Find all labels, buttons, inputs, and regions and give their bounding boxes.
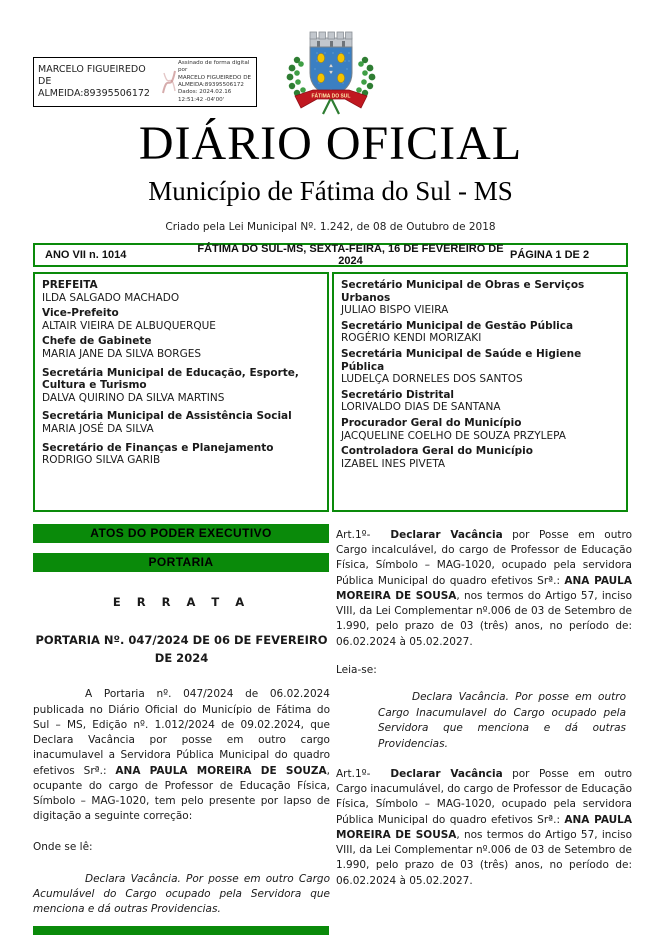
declare-vacancy-bold: Declarar Vacância <box>390 767 503 780</box>
official-role: Chefe de Gabinete <box>42 335 152 348</box>
text-segment: por Posse em outro Cargo incalculável, do cargo de Professor de Educação Física, Símbolo – MAG-1020, ocupado pela servidora Pública Municipal do quadro efetivos Srª.: <box>336 529 632 587</box>
digital-signature-box <box>33 57 257 107</box>
official-entry <box>42 335 320 360</box>
right-text-column <box>336 528 632 902</box>
banner-portaria: PORTARIA <box>33 553 329 572</box>
official-role: Secretária Municipal de Assistência Social <box>42 410 292 423</box>
official-entry <box>42 279 320 304</box>
official-entry <box>341 445 619 470</box>
banner-atos-do-poder-executivo: ATOS DO PODER EXECUTIVO <box>33 524 329 543</box>
official-role: PREFEITA <box>42 279 98 291</box>
official-name: LUDELÇA DORNELES DOS SANTOS <box>341 373 523 386</box>
official-entry <box>42 367 320 405</box>
official-entry <box>341 389 619 414</box>
onde-se-le-quote: Declara Vacância. Por posse em outro Cargo Acumulável do Cargo ocupado pela Servidora que menciona e dá outras Providencias. <box>33 872 330 916</box>
edition-number: ANO VII n. 1014 <box>45 249 127 261</box>
portaria-title: PORTARIA Nº. 047/2024 DE 06 DE FEVEREIRO DE 2024 <box>35 632 328 666</box>
text-segment: , ocupante do cargo de Professor de Educação Física, Símbolo – MAG-1020, tem pelo presente por lapso de digitação a seguinte correção: <box>33 764 330 823</box>
official-name: ILDA SALGADO MACHADO <box>42 291 180 304</box>
leia-se-quote: Declara Vacância. Por posse em outro Cargo Inacumulavel do Cargo ocupado pela Servidora que menciona e dá outras Providencias. <box>378 690 626 751</box>
official-name: JACQUELINE COELHO DE SOUZA PRZYLEPA <box>341 429 566 442</box>
official-entry <box>341 348 619 386</box>
signature-name: MARCELO FIGUEIREDO DE ALMEIDA:89395506172 <box>38 64 150 99</box>
official-entry <box>341 279 619 317</box>
text-segment: A Portaria nº. 047/2024 de 06.02.2024 publicada no Diário Oficial do Município de Fátima do Sul – MS, Edição nº. 1.012/2024 de 09.02.2024, que Declara Vacância por posse em outro cargo inacumulavel a Servidora Pública Municipal do quadro efetivos Srª.: <box>33 688 330 777</box>
article-1-corrected <box>336 767 632 889</box>
gazette-title: DIÁRIO OFICIAL <box>138 117 523 170</box>
gazette-subtitle: Município de Fátima do Sul - MS <box>148 176 513 206</box>
official-name: IZABEL INES PIVETA <box>341 457 446 470</box>
official-role: Secretária Municipal de Saúde e Higiene Pública <box>341 347 582 373</box>
edition-date: FÁTIMA DO SUL-MS, SEXTA-FEIRA, 16 DE FEVEREIRO DE 2024 <box>197 243 504 267</box>
official-name: LORIVALDO DIAS DE SANTANA <box>341 401 501 414</box>
signature-detail-line: MARCELO FIGUEIREDO DE <box>178 74 252 81</box>
leia-se-label: Leia-se: <box>336 663 377 676</box>
left-text-column <box>33 588 330 917</box>
servant-name-bold: ANA PAULA MOREIRA DE SOUZA <box>115 764 327 777</box>
official-role: Secretário de Finanças e Planejamento <box>42 441 274 454</box>
officials-box-left <box>33 272 329 512</box>
edition-bar <box>33 243 628 267</box>
onde-se-le-label: Onde se lê: <box>33 841 93 854</box>
official-name: DALVA QUIRINO DA SILVA MARTINS <box>42 391 225 404</box>
official-role: Controladora Geral do Município <box>341 445 533 458</box>
municipal-crest-icon <box>279 26 383 122</box>
official-entry <box>42 442 320 467</box>
official-role: Procurador Geral do Município <box>341 416 522 429</box>
errata-body-paragraph <box>33 687 330 824</box>
official-name: MARIA JOSÉ DA SILVA <box>42 422 154 435</box>
official-role: Vice-Prefeito <box>42 307 119 320</box>
official-entry <box>341 320 619 345</box>
gazette-created-law: Criado pela Lei Municipal Nº. 1.242, de 08 de Outubro de 2018 <box>165 221 496 233</box>
official-role: Secretário Municipal de Obras e Serviços Urbanos <box>341 279 585 304</box>
crest-ribbon-text: FÁTIMA DO SUL <box>311 93 350 100</box>
declare-vacancy-bold: Declarar Vacância <box>390 529 503 541</box>
official-role: Secretária Municipal de Educação, Esporte, Cultura e Turismo <box>42 366 299 392</box>
text-segment: , nos termos do Artigo 57, inciso VIII, da Lei Complementar nº.006 de 03 de Setembro de 1.990, pelo prazo de 03 (três) anos, no período de: 06.02.2024 à 05.02.2027. <box>336 828 633 887</box>
officials-box-right <box>332 272 628 512</box>
next-section-banner-cut <box>33 926 329 935</box>
official-entry <box>42 410 320 435</box>
article-label: Art.1º- <box>336 529 371 541</box>
article-1-original <box>336 528 632 650</box>
signature-detail-line: Dados: 2024.02.16 12:51:42 -04'00' <box>178 89 232 103</box>
article-label: Art.1º- <box>336 767 371 780</box>
servant-name-bold: ANA PAULA MOREIRA DE SOUSA <box>336 574 632 602</box>
official-entry <box>341 417 619 442</box>
official-role: Secretário Municipal de Gestão Pública <box>341 319 574 332</box>
edition-page: PÁGINA 1 DE 2 <box>510 249 590 261</box>
signature-detail-line: Assinado de forma digital por <box>178 60 250 74</box>
signature-flourish-icon <box>161 65 177 99</box>
signature-detail-line: ALMEIDA:89395506172 <box>178 82 244 88</box>
signature-details <box>178 60 252 104</box>
official-name: ROGÉRIO KENDI MORIZAKI <box>341 332 482 345</box>
text-segment: , nos termos do Artigo 57, inciso VIII, da Lei Complementar nº.006 de 03 de Setembro de 1.990, pelo prazo de 03 (três) anos, no período de: 06.02.2024 à 05.02.2027. <box>336 589 633 648</box>
official-name: MARIA JANE DA SILVA BORGES <box>42 347 202 360</box>
text-segment: por Posse em outro Cargo inacumulável, do cargo de Professor de Educação Física, Símbolo – MAG-1020, ocupado pela servidora Pública Municipal do quadro efetivos Srª.: <box>336 767 633 826</box>
servant-name-bold: ANA PAULA MOREIRA DE SOUSA <box>336 813 632 841</box>
official-role: Secretário Distrital <box>341 388 455 401</box>
official-name: RODRIGO SILVA GARIB <box>42 454 161 467</box>
official-name: ALTAIR VIEIRA DE ALBUQUERQUE <box>42 319 216 332</box>
official-entry <box>42 307 320 332</box>
official-name: JULIAO BISPO VIEIRA <box>341 304 449 317</box>
errata-heading: E R R A T A <box>112 595 251 609</box>
